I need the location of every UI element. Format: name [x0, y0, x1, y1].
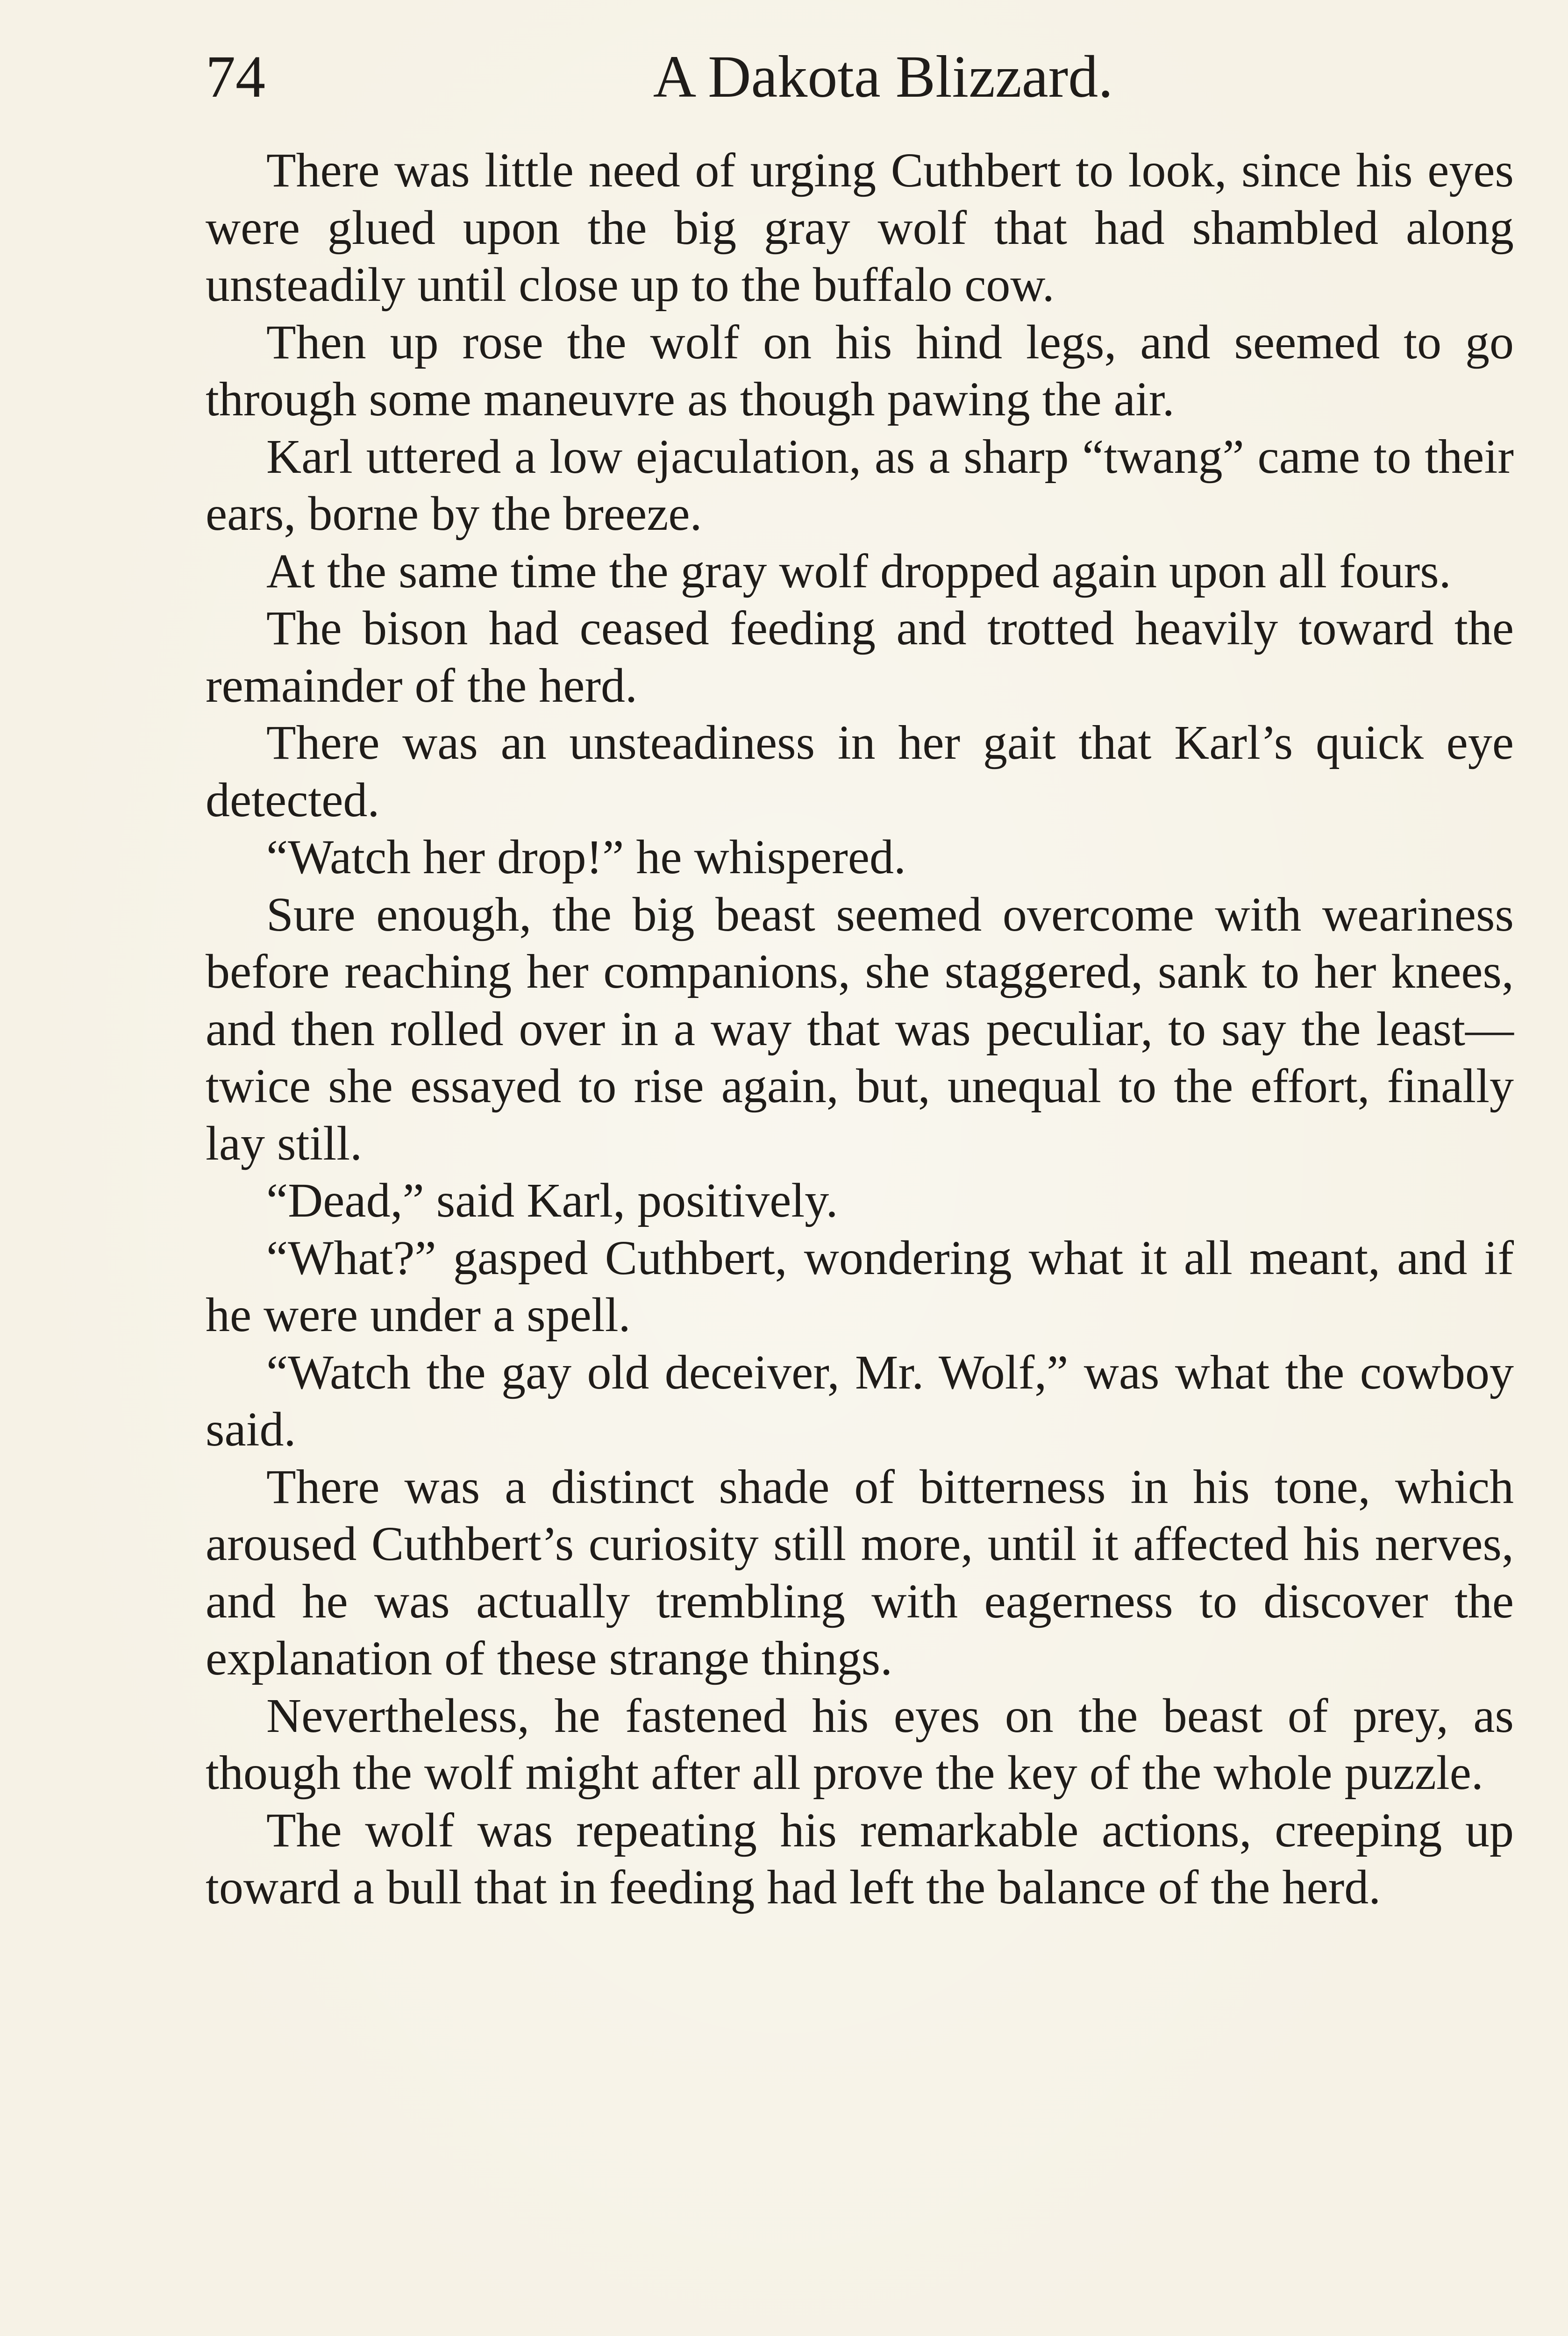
paragraph: “Dead,” said Karl, positively.	[266, 1174, 838, 1227]
paragraph: Nevertheless, he fastened his eyes on the beast of prey, as though the wolf might after all prove the key of the whole puzzle.	[206, 1688, 1514, 1800]
page-header	[206, 39, 1514, 114]
page-number: 74	[206, 43, 265, 110]
paragraph: The wolf was repeating his remarkable actions, creeping up toward a bull that in feeding had left the balance of the herd.	[206, 1803, 1514, 1914]
paragraph: There was an unsteadiness in her gait that Karl’s quick eye detected.	[206, 716, 1514, 827]
body-text	[206, 142, 1514, 1916]
paragraph: At the same time the gray wolf dropped again upon all fours.	[266, 544, 1451, 598]
running-title: A Dakota Blizzard.	[653, 43, 1113, 110]
paragraph: There was a distinct shade of bitterness in his tone, which aroused Cuthbert’s curiosity still more, until it affected his nerves, and he was actually trembling with eagerness to discover the explanation of these strange things.	[206, 1460, 1514, 1685]
paragraph: “Watch her drop!” he whispered.	[266, 830, 906, 884]
paragraph: Sure enough, the big beast seemed overcome with weariness before reaching her companions, she staggered, sank to her knees, and then rolled over in a way that was peculiar, to say the least—twice she essayed to rise again, but, unequal to the effort, finally lay still.	[206, 887, 1514, 1170]
paragraph: There was little need of urging Cuthbert to look, since his eyes were glued upon the big gray wolf that had shambled along unsteadily until close up to the buffalo cow.	[206, 143, 1514, 312]
paragraph: Then up rose the wolf on his hind legs, and seemed to go through some maneuvre as though pawing the air.	[206, 315, 1514, 426]
paragraph: “Watch the gay old deceiver, Mr. Wolf,” was what the cowboy said.	[206, 1345, 1514, 1456]
paragraph: Karl uttered a low ejaculation, as a sharp “twang” came to their ears, borne by the breeze.	[206, 429, 1514, 541]
paragraph: The bison had ceased feeding and trotted heavily toward the remainder of the herd.	[206, 601, 1514, 712]
paragraph: “What?” gasped Cuthbert, wondering what it all meant, and if he were under a spell.	[206, 1231, 1514, 1342]
